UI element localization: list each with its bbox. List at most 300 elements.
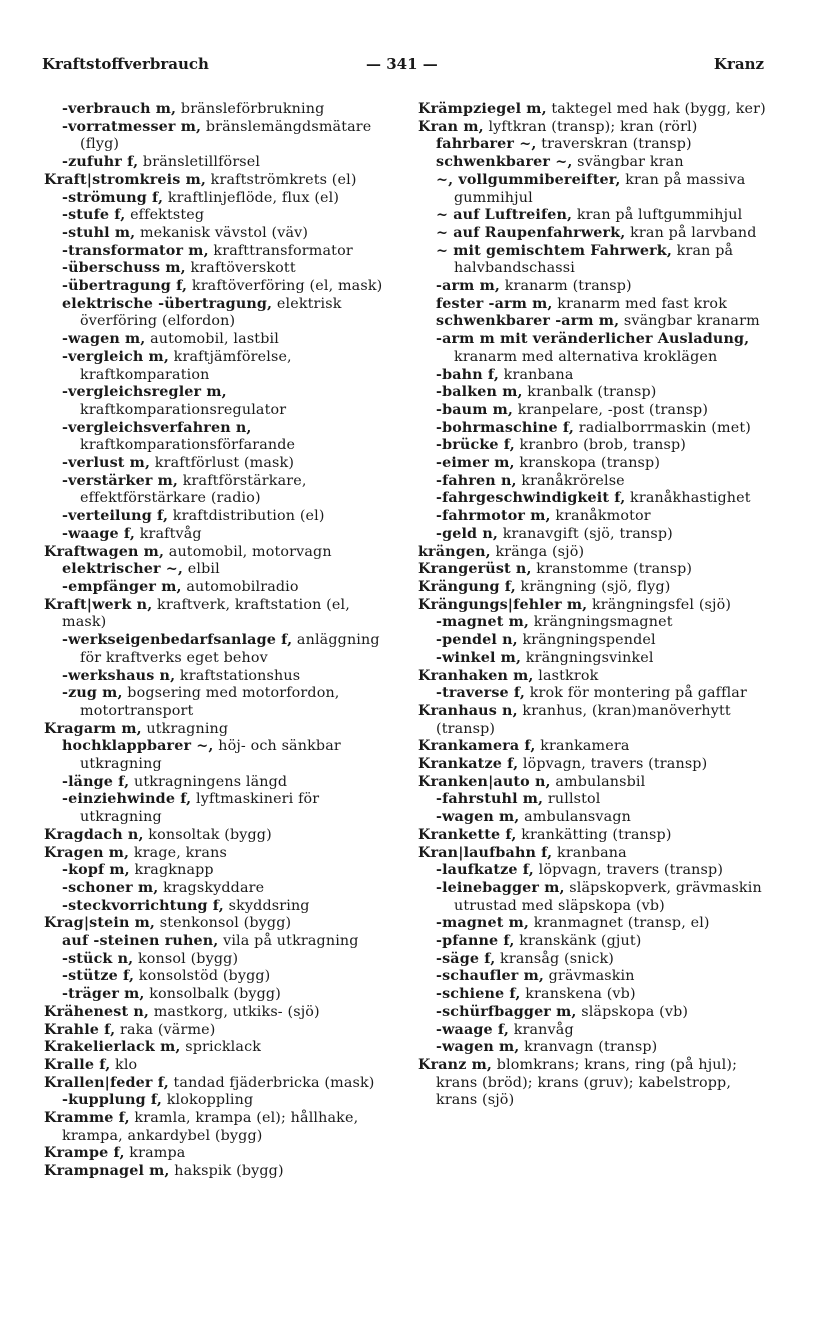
entry-definition: kraftverk, kraftstation (el, mask) [62,596,350,631]
dictionary-entry [44,101,394,119]
dictionary-entry [44,898,394,916]
entry-definition: bogsering med motorfordon, motortransport [80,685,340,719]
dictionary-entry [418,774,768,792]
entry-headword: Krallen|feder f, [44,1074,169,1091]
entry-headword: -stütze f, [62,968,135,985]
dictionary-entry [418,791,768,809]
entry-headword: Krängungs|fehler m, [418,596,588,613]
entry-definition: svängbar kran [572,154,684,171]
dictionary-entry [418,1022,768,1040]
entry-headword: -verbrauch m, [62,101,177,117]
entry-headword: ~ mit gemischtem Fahrwerk, [436,242,672,259]
entry-headword: -fahrgeschwindigkeit f, [436,490,626,507]
entry-headword: -überschuss m, [62,260,186,277]
dictionary-entry [418,756,768,774]
entry-definition: hakspik (bygg) [169,1163,284,1180]
entry-definition: kraftströmkrets (el) [205,171,357,188]
dictionary-entry [44,862,394,880]
dictionary-entry [44,880,394,898]
dictionary-entry [418,331,768,366]
entry-definition: kranarm med alternativa kroklägen [454,348,718,365]
entry-headword: -vergleichsregler m, [62,384,227,401]
dictionary-entry [418,845,768,863]
dictionary-entry [44,738,394,773]
entry-definition: kraftjämförelse, kraftkomparation [80,348,292,383]
entry-definition: automobil, motorvagn [164,543,332,560]
entry-headword: -wagen m, [62,331,146,348]
entry-headword: -bahn f, [436,366,499,383]
entry-definition: mastkorg, utkiks- (sjö) [149,1003,320,1020]
entry-definition: vila på utkragning [218,933,359,950]
entry-definition: utkragningens längd [129,773,288,790]
entry-definition: konsolstöd (bygg) [134,968,271,985]
dictionary-entry [418,544,768,562]
dictionary-entry [418,402,768,420]
entry-definition: kranåkhastighet [625,490,751,507]
entry-headword: -pfanne f, [436,933,515,950]
entry-definition: tandad fjäderbricka (mask) [168,1074,375,1091]
entry-headword: Kraft|stromkreis m, [44,171,206,188]
dictionary-entry [418,632,768,650]
entry-headword: Krämpziegel m, [418,101,547,117]
dictionary-entry [44,296,394,331]
entry-definition: kraftöverskott [185,260,296,277]
entry-headword: hochklappbarer ~, [62,738,214,755]
entry-headword: -zufuhr f, [62,154,139,171]
entry-headword: -transformator m, [62,242,209,259]
dictionary-entry [44,1039,394,1057]
entry-headword: Kranhaus n, [418,702,518,719]
dictionary-entry [418,225,768,243]
entry-definition: kranavgift (sjö, transp) [498,525,673,542]
entry-definition: kraftdistribution (el) [168,508,325,525]
entry-headword: Kraft|werk n, [44,596,153,613]
entry-definition: kranbana [498,366,574,383]
dictionary-entry [418,1039,768,1057]
entry-definition: kranstomme (transp) [531,561,693,578]
entry-headword: -säge f, [436,950,496,967]
dictionary-entry [418,313,768,331]
entry-headword: -arm m mit veränderlicher Ausladung, [436,331,750,348]
header-guide-word-left: Kraftstoffverbrauch [42,55,209,73]
dictionary-entry [418,367,768,385]
dictionary-entry [418,951,768,969]
dictionary-entry [418,703,768,738]
entry-definition: kranpelare, -post (transp) [513,401,709,418]
entry-definition: kran på larvband [625,224,757,241]
dictionary-entry [44,951,394,969]
entry-headword: -schürfbagger m, [436,1003,577,1020]
entry-definition: svängbar kranarm [619,313,760,330]
entry-definition: lyftkran (transp); kran (rörl) [483,118,698,135]
dictionary-entry [418,508,768,526]
entry-headword: -verstärker m, [62,472,179,489]
entry-headword: -stufe f, [62,207,126,224]
entry-definition: krängningsfel (sjö) [587,596,732,613]
dictionary-entry [44,968,394,986]
dictionary-entry [418,561,768,579]
entry-definition: lyftmaskineri för utkragning [80,791,320,826]
dictionary-entry [44,1092,394,1110]
entry-headword: -zug m, [62,685,123,702]
entry-headword: -laufkatze f, [436,862,534,879]
entry-definition: kranbalk (transp) [522,384,657,401]
entry-definition: spricklack [180,1039,262,1056]
dictionary-entry [44,190,394,208]
entry-definition: löpvagn, travers (transp) [533,862,724,879]
dictionary-entry [418,597,768,615]
dictionary-entry [44,1004,394,1022]
dictionary-entry [44,915,394,933]
dictionary-entry [44,526,394,544]
dictionary-entry [418,243,768,278]
entry-headword: ~ auf Luftreifen, [436,207,573,224]
dictionary-entry [418,455,768,473]
entry-headword: Kralle f, [44,1056,111,1073]
dictionary-entry [44,632,394,667]
entry-definition: automobil, lastbil [145,331,279,348]
entry-definition: kransåg (snick) [495,950,615,967]
entry-definition: krankamera [535,738,630,755]
entry-definition: raka (värme) [115,1021,216,1038]
dictionary-entry [418,296,768,314]
entry-headword: -kupplung f, [62,1092,163,1109]
entry-definition: radialborrmaskin (met) [574,419,751,436]
entry-headword: Kragarm m, [44,720,142,737]
dictionary-entry [418,420,768,438]
left-column [44,101,394,1181]
entry-headword: Krakelierlack m, [44,1039,181,1056]
entry-headword: Krankatze f, [418,756,519,773]
dictionary-entry [44,207,394,225]
dictionary-entry [44,1145,394,1163]
entry-definition: kramla, krampa (el); hållhake, krampa, ankardybel (bygg) [62,1110,359,1144]
entry-definition: traverskran (transp) [536,136,692,153]
dictionary-entry [418,668,768,686]
entry-headword: -kopf m, [62,862,130,879]
entry-headword: fester -arm m, [436,295,553,312]
entry-definition: krok för montering på gafflar [525,685,747,702]
entry-definition: taktegel med hak (bygg, ker) [546,101,766,117]
entry-definition: kranarm med fast krok [552,295,728,312]
entry-headword: -stück n, [62,950,134,967]
entry-definition: anläggning för kraftverks eget behov [80,632,380,666]
dictionary-entry [418,207,768,225]
dictionary-entry [44,579,394,597]
entry-headword: Krähenest n, [44,1003,150,1020]
entry-headword: -fahren n, [436,472,517,489]
entry-headword: auf -steinen ruhen, [62,933,219,950]
entry-headword: -verteilung f, [62,508,169,525]
dictionary-entry [418,685,768,703]
dictionary-entry [418,915,768,933]
entry-headword: Krangerüst n, [418,561,532,578]
dictionary-entry [44,845,394,863]
page-header [42,55,764,77]
entry-definition: kranbro (brob, transp) [514,437,687,454]
page-number: — 341 — [366,55,438,73]
entry-definition: automobilradio [181,578,299,595]
entry-definition: rullstol [543,791,601,808]
dictionary-entry [44,827,394,845]
dictionary-entry [44,455,394,473]
entry-headword: -vergleichsverfahren n, [62,419,252,436]
entry-headword: -stuhl m, [62,224,136,241]
entry-definition: kranåkrörelse [516,472,625,489]
entry-definition: krängningsvinkel [521,649,654,666]
entry-headword: -pendel n, [436,632,518,649]
entry-definition: kraftlinjeflöde, flux (el) [163,189,340,206]
entry-definition: kranskänk (gjut) [514,933,642,950]
entry-headword: -brücke f, [436,437,515,454]
entry-headword: elektrischer ~, [62,561,184,578]
dictionary-entry [44,561,394,579]
dictionary-entry [44,225,394,243]
entry-definition: konsol (bygg) [133,950,239,967]
entry-definition: elbil [183,561,220,578]
entry-headword: fahrbarer ~, [436,136,537,153]
dictionary-entry [418,862,768,880]
entry-headword: Kramme f, [44,1110,130,1127]
entry-headword: Kraftwagen m, [44,543,165,560]
entry-definition: kraftkomparationsförfarande [80,437,296,454]
entry-headword: Kranhaken m, [418,667,534,684]
dictionary-entry [418,384,768,402]
entry-definition: släpskopverk, grävmaskin utrustad med släpskopa (vb) [454,879,762,914]
entry-headword: -winkel m, [436,649,522,666]
dictionary-entry [44,1163,394,1181]
dictionary-entry [44,721,394,739]
dictionary-entry [44,597,394,632]
entry-headword: -leinebagger m, [436,879,565,896]
dictionary-entry [44,791,394,826]
entry-headword: -schaufler m, [436,968,544,985]
entry-definition: grävmaskin [543,968,635,985]
entry-definition: stenkonsol (bygg) [155,915,292,932]
dictionary-entry [44,119,394,154]
dictionary-entry [418,933,768,951]
entry-definition: bränsleförbrukning [176,101,325,117]
entry-headword: -wagen m, [436,1039,520,1056]
entry-definition: höj- och sänkbar utkragning [80,738,341,773]
entry-headword: -strömung f, [62,189,164,206]
entry-definition: kraftkomparationsregulator [80,401,287,418]
entry-headword: -geld n, [436,525,499,542]
dictionary-entry [44,1075,394,1093]
entry-definition: konsoltak (bygg) [143,826,272,843]
dictionary-entry [418,968,768,986]
entry-definition: kranvagn (transp) [519,1039,658,1056]
entry-definition: löpvagn, travers (transp) [518,756,708,773]
entry-definition: kran på halvbandschassi [454,242,734,277]
entry-definition: kraftöverföring (el, mask) [187,278,383,295]
entry-headword: Krampnagel m, [44,1163,170,1180]
entry-definition: krängningspendel [517,632,656,649]
entry-headword: Kran|laufbahn f, [418,844,553,861]
entry-headword: Krankamera f, [418,738,536,755]
entry-definition: släpskopa (vb) [576,1003,689,1020]
entry-definition: kranskena (vb) [520,986,636,1003]
entry-definition: utkragning [141,720,229,737]
entry-definition: elektrisk överföring (elfordon) [80,295,342,330]
entry-definition: krage, krans [129,844,227,861]
dictionary-entry [44,933,394,951]
entry-headword: -einziehwinde f, [62,791,192,808]
dictionary-entry [44,172,394,190]
dictionary-entry [44,349,394,384]
entry-definition: bränslemängdsmätare (flyg) [80,118,372,153]
dictionary-entry [418,526,768,544]
entry-headword: -baum m, [436,401,513,418]
entry-definition: konsolbalk (bygg) [144,986,281,1003]
entry-headword: -steckvorrichtung f, [62,897,224,914]
dictionary-entry [44,420,394,455]
entry-headword: -länge f, [62,773,130,790]
entry-headword: -übertragung f, [62,278,188,295]
dictionary-entry [418,136,768,154]
entry-headword: -schoner m, [62,879,159,896]
entry-headword: -fahrmotor m, [436,508,551,525]
entry-headword: -eimer m, [436,455,515,472]
entry-headword: Krag|stein m, [44,915,156,932]
dictionary-entry [418,827,768,845]
entry-headword: -magnet m, [436,614,529,631]
entry-definition: kranmagnet (transp, el) [529,915,710,932]
entry-headword: -waage f, [436,1021,510,1038]
dictionary-entry [418,490,768,508]
header-guide-word-right: Kranz [713,55,764,73]
entry-definition: krängning (sjö, flyg) [515,578,671,595]
dictionary-entry [418,154,768,172]
entry-definition: ambulansbil [550,773,646,790]
dictionary-entry [44,1110,394,1145]
entry-definition: kranskopa (transp) [514,455,661,472]
dictionary-entry [44,774,394,792]
entry-headword: -fahrstuhl m, [436,791,544,808]
entry-headword: -verlust m, [62,455,151,472]
entry-definition: lastkrok [533,667,599,684]
entry-definition: krafttransformator [208,242,353,259]
entry-headword: Kranken|auto n, [418,773,551,790]
entry-headword: ~ auf Raupenfahrwerk, [436,224,626,241]
dictionary-entry [418,986,768,1004]
entry-headword: schwenkbarer -arm m, [436,313,620,330]
entry-definition: klokoppling [162,1092,254,1109]
entry-headword: -balken m, [436,384,523,401]
entry-definition: blomkrans; krans, ring (på hjul); krans (bröd); krans (gruv); kabelstropp, krans (sjö) [436,1056,738,1109]
entry-headword: -werkseigenbedarfsanlage f, [62,632,293,649]
dictionary-entry [44,473,394,508]
entry-definition: kraftstationshus [175,667,301,684]
entry-definition: kranarm (transp) [500,278,632,295]
dictionary-entry [44,260,394,278]
entry-headword: -magnet m, [436,915,529,932]
dictionary-entry [418,809,768,827]
dictionary-entry [44,986,394,1004]
dictionary-entry [44,384,394,419]
dictionary-entry [44,668,394,686]
entry-definition: krängningsmagnet [529,614,673,631]
entry-headword: ~, vollgummibereifter, [436,171,621,188]
entry-headword: -träger m, [62,986,145,1003]
entry-definition: kranbana [552,844,627,861]
right-column [418,101,768,1110]
entry-headword: Kragen m, [44,844,130,861]
entry-definition: kraftförlust (mask) [150,455,295,472]
entry-definition: bränsletillförsel [138,154,261,171]
dictionary-entry [418,880,768,915]
entry-headword: Kragdach n, [44,826,144,843]
dictionary-entry [418,119,768,137]
entry-definition: mekanisk vävstol (väv) [135,224,309,241]
entry-definition: kraftförstärkare, effektförstärkare (radio) [80,472,307,507]
entry-headword: Krahle f, [44,1021,116,1038]
entry-definition: kran på massiva gummihjul [454,171,746,206]
entry-headword: Kranz m, [418,1056,493,1073]
dictionary-entry [418,1004,768,1022]
dictionary-entry [44,278,394,296]
dictionary-entry [44,1022,394,1040]
dictionary-entry [44,331,394,349]
dictionary-entry [418,278,768,296]
dictionary-entry [418,172,768,207]
entry-definition: kranhus, (kran)manöverhytt (transp) [436,702,731,737]
entry-definition: kranvåg [509,1021,574,1038]
entry-definition: effektsteg [125,207,205,224]
dictionary-entry [418,437,768,455]
entry-headword: -wagen m, [436,809,520,826]
dictionary-entry [418,614,768,632]
entry-headword: elektrische -übertragung, [62,295,273,312]
entry-definition: kraftvåg [135,525,202,542]
entry-headword: -empfänger m, [62,578,182,595]
dictionary-entry [44,685,394,720]
dictionary-entry [44,508,394,526]
entry-definition: klo [110,1056,138,1073]
entry-definition: kragskyddare [158,879,265,896]
entry-definition: ambulansvagn [519,809,631,826]
dictionary-entry [418,101,768,119]
entry-headword: -traverse f, [436,685,526,702]
dictionary-entry [418,579,768,597]
dictionary-entry [418,473,768,491]
dictionary-entry [44,1057,394,1075]
dictionary-entry [418,650,768,668]
entry-headword: krängen, [418,543,491,560]
entry-headword: -arm m, [436,278,500,295]
entry-headword: -waage f, [62,525,136,542]
dictionary-entry [44,544,394,562]
entry-headword: schwenkbarer ~, [436,154,573,171]
entry-headword: Krankette f, [418,826,517,843]
entry-definition: kragknapp [129,862,214,879]
entry-headword: -werkshaus n, [62,667,176,684]
entry-definition: krampa [124,1145,186,1162]
entry-headword: Kran m, [418,118,484,135]
entry-headword: Krampe f, [44,1145,125,1162]
entry-headword: -vergleich m, [62,348,169,365]
entry-definition: kränga (sjö) [490,543,585,560]
dictionary-entry [44,243,394,261]
entry-definition: skyddsring [223,897,310,914]
dictionary-entry [418,738,768,756]
entry-headword: -schiene f, [436,986,521,1003]
entry-headword: -bohrmaschine f, [436,419,575,436]
dictionary-entry [418,1057,768,1110]
entry-definition: krankätting (transp) [516,826,672,843]
entry-headword: -vorratmesser m, [62,118,202,135]
entry-headword: Krängung f, [418,578,516,595]
